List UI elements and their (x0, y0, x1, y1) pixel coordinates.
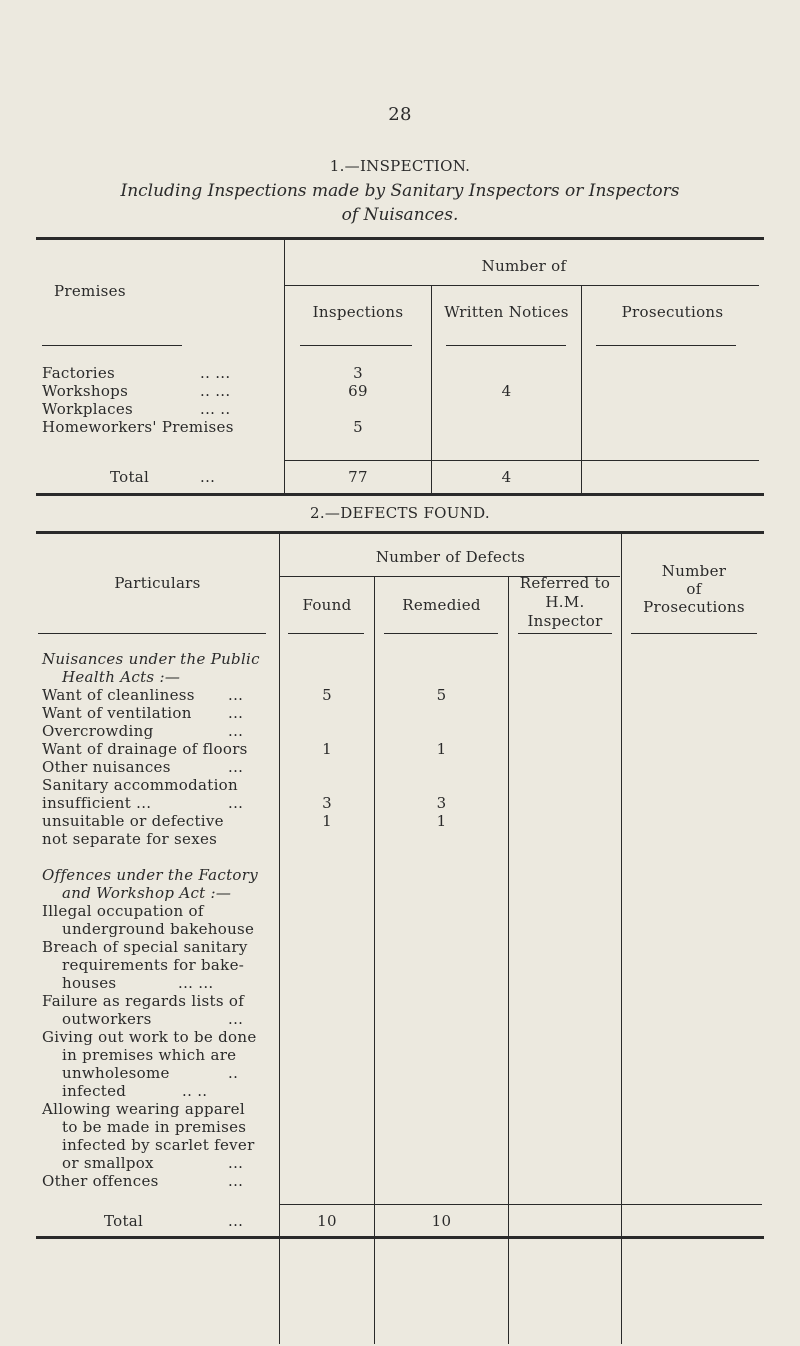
offence-leader: ... (228, 1172, 244, 1190)
row-label: Factories (42, 364, 116, 382)
defect-found: 5 (322, 686, 332, 704)
defect-line: not separate for sexes (42, 830, 218, 848)
table2-vline-3 (508, 576, 509, 1344)
defect-line: Want of drainage of floors (42, 740, 248, 758)
defect-remedied: 1 (436, 740, 447, 758)
defect-remedied: 5 (436, 686, 447, 704)
row-label: Homeworkers' Premises (42, 418, 234, 436)
defect-line: Overcrowding (42, 722, 154, 740)
row-leader: .. ... (200, 382, 231, 400)
total-leader: ... (228, 1212, 244, 1230)
row-leader: .. ... (200, 364, 231, 382)
defect-remedied: 3 (436, 794, 447, 812)
offence-line: underground bakehouse (62, 920, 255, 938)
row-inspections: 69 (348, 382, 368, 400)
offence-line: Other offences (42, 1172, 159, 1190)
total-leader: ... (200, 468, 216, 486)
page-number: 28 (388, 104, 412, 125)
group1-title-line2: Health Acts :— (62, 668, 181, 686)
defect-found: 1 (322, 740, 332, 758)
row-inspections: 5 (353, 418, 363, 436)
offence-leader: .. .. (182, 1082, 208, 1100)
offence-line: to be made in premises (62, 1118, 247, 1136)
table1-subheader-rule (285, 285, 759, 286)
offence-leader: ... (228, 1154, 244, 1172)
row-leader: ... .. (200, 400, 231, 418)
table1-header-rule-3 (446, 345, 566, 346)
total-label: Total (104, 1212, 144, 1230)
offence-line: Allowing wearing apparel (42, 1100, 245, 1118)
offence-line: houses (62, 974, 117, 992)
offence-line: Failure as regards lists of (42, 992, 245, 1010)
section1-subtitle-line2: of Nuisances. (341, 205, 459, 225)
header-remedied: Remedied (402, 596, 481, 614)
row-label: Workplaces (42, 400, 134, 418)
header-referred-3: Inspector (527, 612, 603, 630)
table2-total-rule (280, 1204, 762, 1205)
offence-leader: ... ... (178, 974, 214, 992)
header-inspections: Inspections (312, 303, 404, 321)
offence-line: outworkers (62, 1010, 152, 1028)
table1-header-rule-4 (596, 345, 736, 346)
offence-line: in premises which are (62, 1046, 237, 1064)
offence-leader: ... (228, 1010, 244, 1028)
total-label: Total (110, 468, 150, 486)
table2-header-rule-1 (38, 633, 266, 634)
defect-found: 3 (322, 794, 332, 812)
group2-title-line1: Offences under the Factory (42, 866, 258, 884)
table2-header-rule-4 (518, 633, 612, 634)
header-number-of: Number of (481, 257, 567, 275)
offence-line: Giving out work to be done (42, 1028, 257, 1046)
defect-line: Want of cleanliness (42, 686, 195, 704)
defect-line: unsuitable or defective (42, 812, 224, 830)
header-referred-2: H.M. (545, 593, 585, 611)
total-found: 10 (317, 1212, 337, 1230)
defect-leader: ... (228, 686, 244, 704)
offence-line: or smallpox (62, 1154, 154, 1172)
offence-line: unwholesome (62, 1064, 170, 1082)
table1-top-rule (36, 237, 764, 240)
table1-header-rule-2 (300, 345, 412, 346)
section1-heading: 1.—INSPECTION. (329, 157, 471, 175)
header-prosecutions: Prosecutions (621, 303, 724, 321)
section1-subtitle-line1: Including Inspections made by Sanitary Inspectors or Inspectors (120, 181, 680, 201)
table1-header-rule-1 (42, 345, 182, 346)
offence-line: requirements for bake- (62, 956, 245, 974)
section2-heading: 2.—DEFECTS FOUND. (309, 504, 490, 522)
defect-line: Want of ventilation (42, 704, 192, 722)
row-inspections: 3 (353, 364, 363, 382)
header-found: Found (302, 596, 352, 614)
defect-found: 1 (322, 812, 332, 830)
total-remedied: 10 (431, 1212, 452, 1230)
defect-leader: ... (228, 704, 244, 722)
group2-title-line2: and Workshop Act :— (62, 884, 232, 902)
header-prosecutions-1: Number (661, 562, 727, 580)
table2-header-rule-5 (631, 633, 757, 634)
offence-line: Breach of special sanitary (42, 938, 248, 956)
defect-leader: ... (228, 794, 244, 812)
table2-top-rule (36, 531, 764, 534)
table2-header-rule-3 (384, 633, 498, 634)
table2-bottom-rule (36, 1236, 764, 1239)
defect-line: insufficient ... (42, 794, 152, 812)
table1-total-rule (285, 460, 759, 461)
defect-line: Sanitary accommodation (42, 776, 238, 794)
total-notices: 4 (501, 468, 512, 486)
header-premises: Premises (54, 282, 126, 300)
defect-leader: ... (228, 722, 244, 740)
defect-remedied: 1 (436, 812, 447, 830)
header-prosecutions-2: of (686, 580, 702, 598)
row-label: Workshops (42, 382, 129, 400)
header-written-notices: Written Notices (444, 303, 569, 321)
row-notices: 4 (501, 382, 512, 400)
table1-bottom-rule (36, 493, 764, 496)
header-particulars: Particulars (114, 574, 201, 592)
table2-vline-4 (621, 534, 622, 1344)
offence-line: Illegal occupation of (42, 902, 204, 920)
header-referred-1: Referred to (519, 574, 611, 592)
offence-line: infected by scarlet fever (62, 1136, 255, 1154)
table2-header-rule-2 (288, 633, 364, 634)
header-prosecutions-3: Prosecutions (643, 598, 745, 616)
defect-line: Other nuisances (42, 758, 171, 776)
offence-leader: .. (228, 1064, 239, 1082)
offence-line: infected (62, 1082, 127, 1100)
total-inspections: 77 (348, 468, 368, 486)
header-number-of-defects: Number of Defects (375, 548, 526, 566)
group1-title-line1: Nuisances under the Public (42, 650, 260, 668)
defect-leader: ... (228, 758, 244, 776)
